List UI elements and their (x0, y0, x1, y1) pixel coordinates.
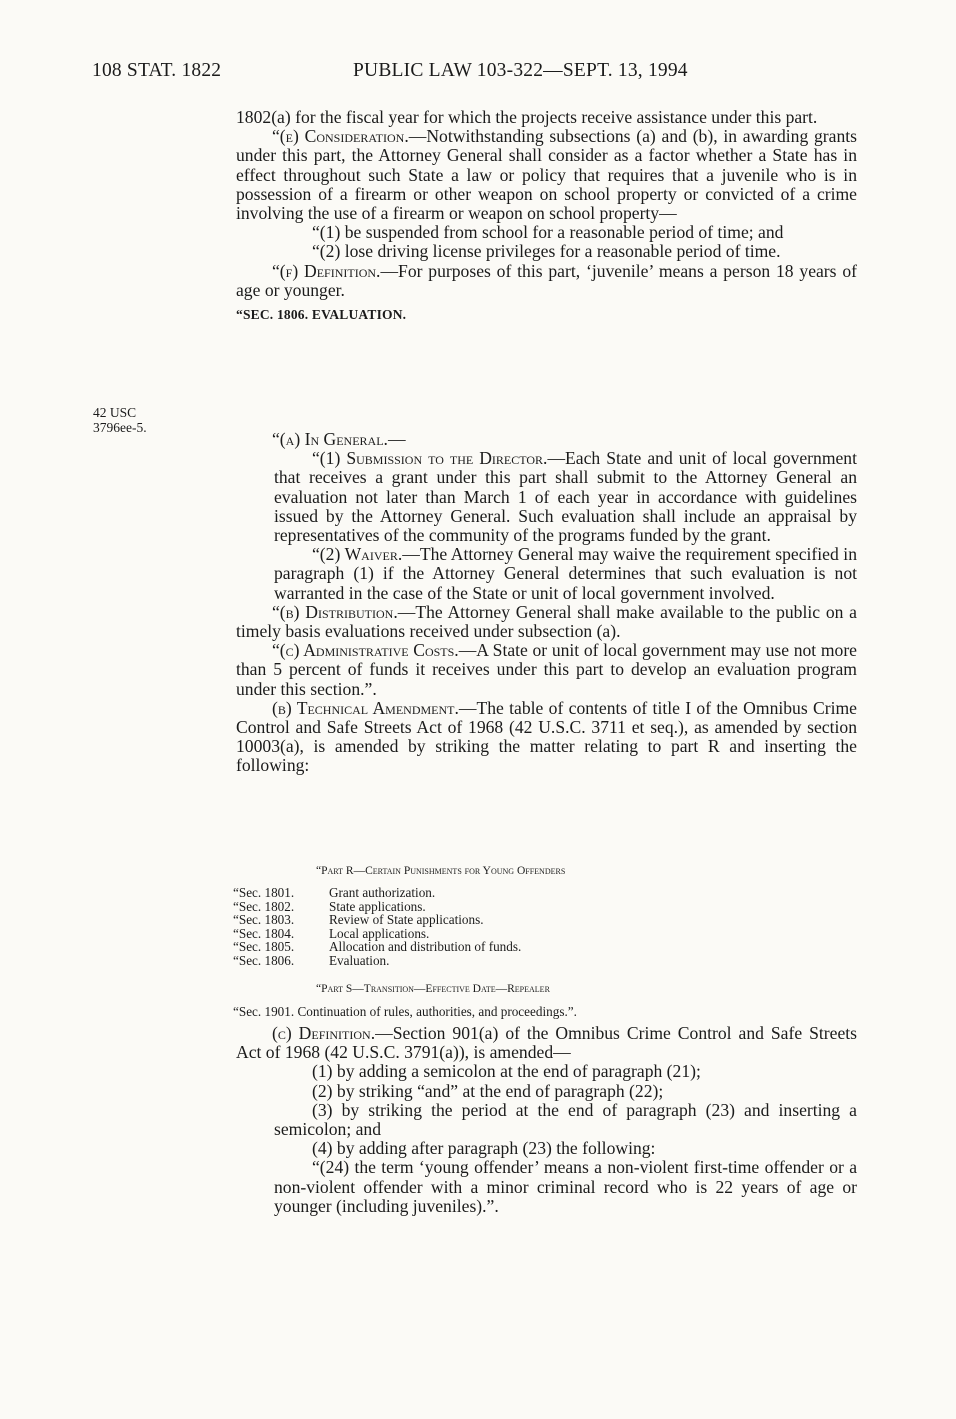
paragraph-e1: “(1) be suspended from school for a reasonable period of time; and (312, 222, 784, 243)
toc-part-s-row: “Sec. 1901. Continuation of rules, authorities, and proceedings.”. (233, 1004, 577, 1019)
subsection-a: “(a) In General.— (272, 429, 406, 449)
subsection-c-definition: (c) Definition.—Section 901(a) of the Omnibus Crime Control and Safe Streets Act of 1968 (42 U.S.C. 3791(a)), is amended— (236, 1023, 857, 1063)
page-number-header: 108 STAT. 1822 (92, 60, 222, 81)
text-block-3 (236, 1024, 857, 1216)
toc-row: “Sec. 1804. Local applications. (233, 925, 430, 941)
text-block-1 (236, 108, 857, 324)
toc-part-r (233, 886, 521, 967)
amendment-item: (4) by adding after paragraph (23) the following: (312, 1138, 656, 1159)
toc-row: “Sec. 1803. Review of State applications. (233, 912, 484, 927)
subsection-b: “(b) Distribution.—The Attorney General shall make available to the public on a timely basis evaluations received under subsection (a). (236, 601, 857, 642)
toc-row: “Sec. 1801. Grant authorization. (233, 885, 436, 900)
technical-amendment: (b) Technical Amendment.—The table of contents of title I of the Omnibus Crime Control and Safe Streets Act of 1968 (42 U.S.C. 3711 et seq.), as amended by section 10003(a), is amended by striking the matter relating to part R and inserting the following: (236, 697, 857, 776)
toc-part-r-heading: “Part R—Certain Punishments for Young Offenders (316, 865, 566, 877)
young-offender-definition: “(24) the term ‘young offender’ means a non-violent first-time offender or a non-violent offender with a minor criminal record who is 22 years of age or younger (including juveniles).”. (274, 1157, 857, 1216)
toc-row: “Sec. 1806. Evaluation. (233, 952, 390, 968)
paragraph-a2: “(2) Waiver.—The Attorney General may waive the requirement specified in paragraph (1) if the Attorney General determines that such evaluation is not warranted in the case of the State or unit of local government involved. (274, 544, 857, 603)
toc-row: “Sec. 1805. Allocation and distribution of funds. (233, 939, 522, 954)
amendment-item: (2) by striking “and” at the end of paragraph (22); (312, 1080, 664, 1101)
amendment-item: (3) by striking the period at the end of paragraph (23) and inserting a semicolon; and (274, 1099, 857, 1140)
toc-part-s-heading: “Part S—Transition—Effective Date—Repealer (316, 983, 550, 995)
law-title-header: PUBLIC LAW 103-322—SEPT. 13, 1994 (353, 60, 688, 81)
paragraph-e2: “(2) lose driving license privileges for a reasonable period of time. (312, 241, 781, 262)
paragraph: 1802(a) for the fiscal year for which the projects receive assistance under this part. (236, 107, 818, 127)
toc-row: “Sec. 1802. State applications. (233, 898, 426, 914)
paragraph-e: “(e) Consideration.—Notwithstanding subsections (a) and (b), in awarding grants under this part, the Attorney General shall consider as a factor whether a State has in effect throughout such State a law or policy that requires that a juvenile who is in possession of a firearm or other weapon on school property or convicted of a crime involving the use of a firearm or weapon on school property— (236, 126, 858, 224)
usc-margin-note: 42 USC 3796ee-5. (93, 405, 147, 435)
amendment-item: (1) by adding a semicolon at the end of paragraph (21); (312, 1061, 701, 1082)
paragraph-a1: “(1) Submission to the Director.—Each State and unit of local government that receives a grant under this part shall submit to the Attorney General an evaluation not later than March 1 of each year in accordance with guidelines issued by the Attorney General. Such evaluation shall include an appraisal by representatives of the community of the programs funded by the grant. (274, 448, 857, 546)
section-heading: “SEC. 1806. EVALUATION. (236, 307, 407, 323)
text-block-2 (236, 430, 857, 776)
subsection-c: “(c) Administrative Costs.—A State or unit of local government may use not more than 5 percent of funds it receives under this part to develop an evaluation program under this section.”. (236, 640, 857, 699)
paragraph-f: “(f) Definition.—For purposes of this part, ‘juvenile’ means a person 18 years of age or younger. (236, 260, 857, 300)
